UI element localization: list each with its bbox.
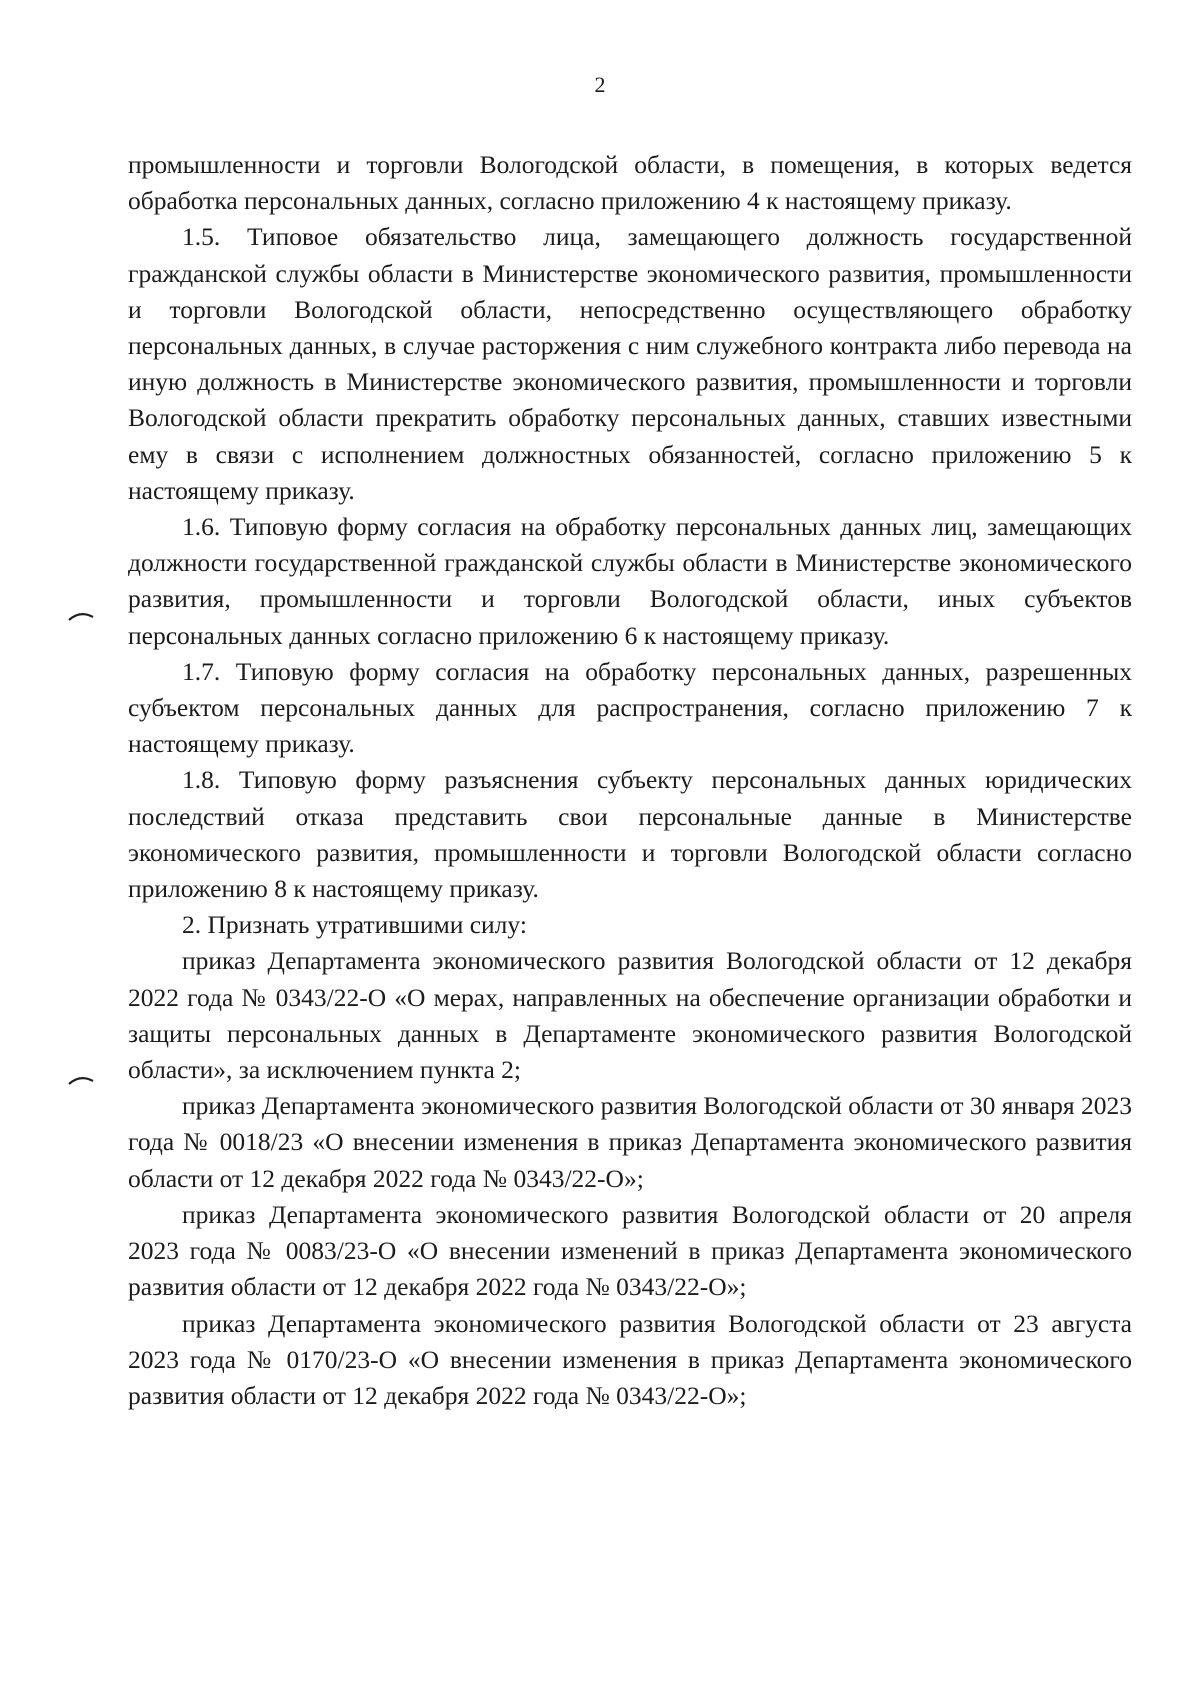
- paragraph-1-6: 1.6. Типовую форму согласия на обработку персональных данных лиц, замещающих должности государственной гражданской службы области в Министерстве экономического развития, промышленности и торговли Вологодской области, иных субъектов персональных данных согласно приложению 6 к настоящему приказу.: [128, 512, 1132, 650]
- repealed-order-item: приказ Департамента экономического развития Вологодской области от 20 апреля 2023 года № 0083/23-О «О внесении изменений в приказ Департамента экономического развития области от 12 декабря 2022 года № 0343/22-О»;: [128, 1199, 1132, 1302]
- paragraph-2: 2. Признать утратившими силу:: [182, 910, 527, 940]
- repealed-order-item: приказ Департамента экономического развития Вологодской области от 30 января 2023 года № 0018/23 «О внесении изменения в приказ Департамента экономического развития области от 12 декабря 2022 года № 0343/22-О»;: [128, 1091, 1132, 1193]
- paragraph-1-7: 1.7. Типовую форму согласия на обработку персональных данных, разрешенных субъектом персональных данных для распространения, согласно приложению 7 к настоящему приказу.: [128, 656, 1132, 759]
- paragraph-1-5: 1.5. Типовое обязательство лица, замещающего должность государственной гражданской службы области в Министерстве экономического развития, промышленности и торговли Вологодской области, непосредственно осуществляющего обработку персональных данных, в случае расторжения с ним служебного контракта либо перевода на иную должность в Министерстве экономического развития, промышленности и торговли Вологодской области прекратить обработку персональных данных, ставших известными ему в связи с исполнением должностных обязанностей, согласно приложению 5 к настоящему приказу.: [128, 222, 1132, 505]
- punch-mark-upper: [68, 611, 94, 621]
- paragraph-1-8: 1.8. Типовую форму разъяснения субъекту персональных данных юридических последствий отказа представить свои персональные данные в Министерстве экономического развития, промышленности и торговли Вологодской области согласно приложению 8 к настоящему приказу.: [128, 765, 1132, 904]
- paragraph-continuation: промышленности и торговли Вологодской области, в помещения, в которых ведется обработка персональных данных, согласно приложению 4 к настоящему приказу.: [128, 150, 1132, 216]
- punch-mark-lower: [68, 1075, 94, 1085]
- repealed-order-item: приказ Департамента экономического развития Вологодской области от 23 августа 2023 года № 0170/23-О «О внесении изменения в приказ Департамента экономического развития области от 12 декабря 2022 года № 0343/22-О»;: [128, 1308, 1132, 1410]
- page-number: 2: [594, 72, 606, 97]
- repealed-order-item: приказ Департамента экономического развития Вологодской области от 12 декабря 2022 года № 0343/22-О «О мерах, направленных на обеспечение организации обработки и защиты персональных данных в Департаменте экономического развития Вологодской области», за исключением пункта 2;: [128, 946, 1132, 1085]
- document-body: [128, 147, 1132, 1414]
